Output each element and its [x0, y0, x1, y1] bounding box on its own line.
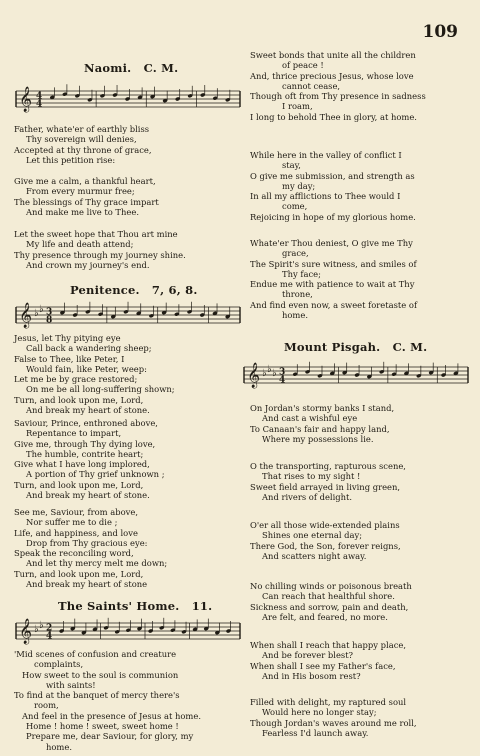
stanza — [248, 640, 470, 681]
lyric-line: throne, — [282, 289, 313, 300]
lyric-line: Sweet field arrayed in living green, — [250, 481, 401, 492]
hymn-name: Penitence. — [70, 283, 140, 297]
lyric-line: Would fain, like Peter, weep: — [26, 363, 147, 374]
lyric-line: I long to behold Thee in glory, at home. — [250, 111, 417, 122]
lyric-line: Give me, through Thy dying love, — [14, 438, 156, 449]
flat-icon: ♭ — [34, 308, 39, 319]
stanza — [248, 461, 470, 502]
flat-icon: ♭ — [262, 368, 267, 379]
stanza — [12, 418, 237, 500]
lyric-line: Life, and happiness, and love — [14, 527, 138, 538]
lyric-line: And break my heart of stone. — [26, 490, 150, 501]
lyric-line: How sweet to the soul is communion — [22, 669, 179, 680]
lyric-line: Nor suffer me to die ; — [26, 517, 118, 528]
lyric-line: Can reach that healthful shore. — [262, 591, 395, 602]
lyric-line: Let this petition rise: — [26, 154, 116, 165]
lyric-line: Though Jordan's waves around me roll, — [250, 717, 417, 728]
lyric-line: Give me a calm, a thankful heart, — [14, 176, 156, 186]
lyric-line: And feel in the presence of Jesus at home. — [22, 710, 201, 721]
hymn-name: Naomi. — [84, 61, 132, 75]
time-signature-bottom: 4 — [279, 375, 286, 386]
lyric-line: stay, — [282, 160, 301, 171]
hymn-meter: C. M. — [143, 61, 179, 75]
lyric-line: And crown my journey's end. — [26, 259, 150, 270]
lyric-line: False to Thee, like Peter, I — [14, 353, 125, 364]
lyric-line: Turn, and look upon me, Lord, — [14, 568, 144, 579]
lyric-line: Where my possessions lie. — [262, 433, 374, 444]
lyric-line: Call back a wandering sheep; — [26, 343, 152, 354]
lyric-line: The Spirit's sure witness, and smiles of — [250, 258, 417, 269]
stanza — [12, 176, 237, 217]
stanza — [248, 520, 470, 561]
hymn-meter: 7, 6, 8. — [151, 283, 198, 297]
lyric-line: Endue me with patience to wait at Thy — [250, 279, 415, 290]
lyric-line: Father, whate'er of earthly bliss — [14, 124, 150, 134]
flat-icon: ♭ — [39, 304, 44, 315]
stanza — [12, 333, 237, 415]
lyric-line: While here in the valley of conflict I — [250, 150, 402, 160]
lyric-line: And in His bosom rest? — [262, 670, 361, 681]
time-signature-top: 4 — [36, 91, 43, 102]
staff-svg — [14, 82, 242, 116]
lyric-line: I roam, — [282, 101, 313, 112]
lyric-line: Prepare me, dear Saviour, for glory, my — [26, 731, 194, 742]
lyric-line: And find even now, a sweet foretaste of — [250, 299, 418, 310]
lyric-line: Turn, and look upon me, Lord, — [14, 479, 144, 490]
stanza — [12, 229, 237, 270]
lyric-line: And, thrice precious Jesus, whose love — [250, 70, 414, 81]
lyric-line: The blessings of Thy grace impart — [14, 196, 159, 207]
time-signature-top: 2 — [46, 623, 53, 634]
hymn-title-naomi — [84, 61, 178, 75]
time-signature-bottom: 4 — [46, 631, 53, 642]
lyric-line: Filled with delight, my raptured soul — [250, 697, 407, 707]
lyric-line: A portion of Thy grief unknown ; — [26, 469, 165, 480]
lyric-line: of peace ! — [282, 60, 324, 71]
lyric-line: To find at the banquet of mercy there's — [14, 690, 180, 701]
lyric-line: Jesus, let Thy pitying eye — [14, 333, 121, 343]
hymn-meter: 11. — [191, 599, 213, 613]
lyric-line: come, — [282, 201, 308, 212]
staff-svg — [14, 298, 242, 332]
lyric-line: Give what I have long implored, — [14, 459, 150, 470]
lyric-line: In all my afflictions to Thee would I — [250, 191, 401, 202]
lyric-line: And cast a wishful eye — [262, 413, 358, 424]
lyric-line: home. — [282, 310, 308, 321]
lyric-line: Home ! home ! sweet, sweet home ! — [26, 721, 179, 732]
music-staff — [14, 298, 242, 332]
lyric-line: There God, the Son, forever reigns, — [250, 540, 401, 551]
stanza — [248, 50, 470, 122]
lyric-line: And break my heart of stone. — [26, 405, 150, 416]
lyric-line: Accepted at thy throne of grace, — [14, 144, 152, 155]
staff-svg — [14, 614, 242, 648]
lyric-line: Sweet bonds that unite all the children — [250, 50, 416, 60]
lyric-line: The humble, contrite heart; — [26, 448, 144, 459]
lyric-line: Thy face; — [282, 268, 321, 279]
lyric-line: See me, Saviour, from above, — [14, 507, 139, 517]
lyric-line: Thy sovereign will denies, — [26, 134, 137, 145]
lyric-line: O'er all those wide-extended plains — [250, 520, 400, 530]
hymn-title-mount-pisgah — [284, 340, 427, 354]
treble-clef-icon: 𝄞 — [19, 87, 33, 112]
lyric-line: O the transporting, rapturous scene, — [250, 461, 406, 471]
lyric-line: Sickness and sorrow, pain and death, — [250, 601, 409, 612]
stanza — [12, 507, 237, 589]
lyric-line: Though oft from Thy presence in sadness — [250, 91, 426, 102]
lyric-line: That rises to my sight ! — [262, 471, 361, 482]
hymn-name: The Saints' Home. — [58, 599, 180, 613]
lyric-line: When shall I reach that happy place, — [250, 640, 407, 650]
lyric-line: Rejoicing in hope of my glorious home. — [250, 211, 416, 222]
lyric-line: When shall I see my Father's face, — [250, 660, 396, 671]
lyric-line: And scatters night away. — [262, 550, 367, 561]
lyric-line: Drop from Thy gracious eye: — [26, 537, 148, 548]
stanza — [248, 238, 470, 320]
lyric-line: From every murmur free; — [26, 186, 135, 197]
lyric-line: Shines one eternal day; — [262, 530, 363, 541]
hymn-title-saints-home — [58, 599, 212, 613]
stanza — [248, 697, 470, 738]
time-signature-top: 3 — [279, 367, 286, 378]
lyric-line: On me be all long-suffering shown; — [26, 384, 175, 395]
lyric-line: No chilling winds or poisonous breath — [250, 581, 412, 591]
lyric-line: To Canaan's fair and happy land, — [250, 423, 390, 434]
flat-icon: ♭ — [267, 364, 272, 375]
lyric-line: 'Mid scenes of confusion and creature — [14, 649, 177, 659]
time-signature-bottom: 4 — [36, 99, 43, 110]
lyric-line: On Jordan's stormy banks I stand, — [250, 403, 395, 413]
stanza — [248, 403, 470, 444]
lyric-line: home. — [46, 741, 72, 752]
lyric-line: And let thy mercy melt me down; — [26, 558, 168, 569]
music-staff — [242, 358, 470, 392]
lyric-line: My life and death attend; — [26, 239, 134, 250]
stanza — [248, 150, 470, 222]
staff-svg — [242, 358, 470, 392]
lyric-line: And make me live to Thee. — [26, 206, 139, 217]
treble-clef-icon: 𝄞 — [247, 363, 261, 388]
lyric-line: And be forever blest? — [262, 650, 354, 661]
lyric-line: O give me submission, and strength as — [250, 170, 415, 181]
hymn-meter: C. M. — [392, 340, 428, 354]
lyric-line: cannot cease, — [282, 80, 341, 91]
flat-icon: ♭ — [34, 624, 39, 635]
lyric-line: Let the sweet hope that Thou art mine — [14, 229, 178, 239]
page-number: 109 — [422, 22, 458, 42]
time-signature-top: 3 — [46, 307, 53, 318]
lyric-line: And break my heart of stone — [26, 579, 148, 590]
treble-clef-icon: 𝄞 — [19, 303, 33, 328]
stanza — [12, 124, 237, 165]
stanza — [248, 581, 470, 622]
music-staff — [14, 82, 242, 116]
lyric-line: grace, — [282, 248, 309, 259]
lyric-line: Speak the reconciling word, — [14, 548, 134, 559]
lyric-line: Would here no longer stay; — [262, 707, 377, 718]
time-signature-bottom: 8 — [46, 315, 53, 326]
lyric-line: Thy presence through my journey shine. — [14, 249, 186, 260]
lyric-line: Whate'er Thou deniest, O give me Thy — [250, 238, 413, 248]
lyric-line: complaints, — [34, 659, 84, 670]
hymn-name: Mount Pisgah. — [284, 340, 381, 354]
stanza — [12, 649, 237, 752]
lyric-line: Fearless I'd launch away. — [262, 727, 369, 738]
lyric-line: with saints! — [46, 679, 96, 690]
lyric-line: Turn, and look upon me, Lord, — [14, 394, 144, 405]
lyric-line: Are felt, and feared, no more. — [262, 611, 388, 622]
lyric-line: room, — [34, 700, 59, 711]
lyric-line: And rivers of delight. — [262, 491, 353, 502]
lyric-line: Let me be by grace restored; — [14, 374, 138, 385]
lyric-line: my day; — [282, 180, 316, 191]
hymn-title-penitence — [70, 283, 198, 297]
music-staff — [14, 614, 242, 648]
flat-icon: ♭ — [272, 368, 277, 379]
lyric-line: Saviour, Prince, enthroned above, — [14, 418, 158, 428]
flat-icon: ♭ — [39, 620, 44, 631]
lyric-line: Repentance to impart, — [26, 428, 122, 439]
treble-clef-icon: 𝄞 — [19, 619, 33, 644]
